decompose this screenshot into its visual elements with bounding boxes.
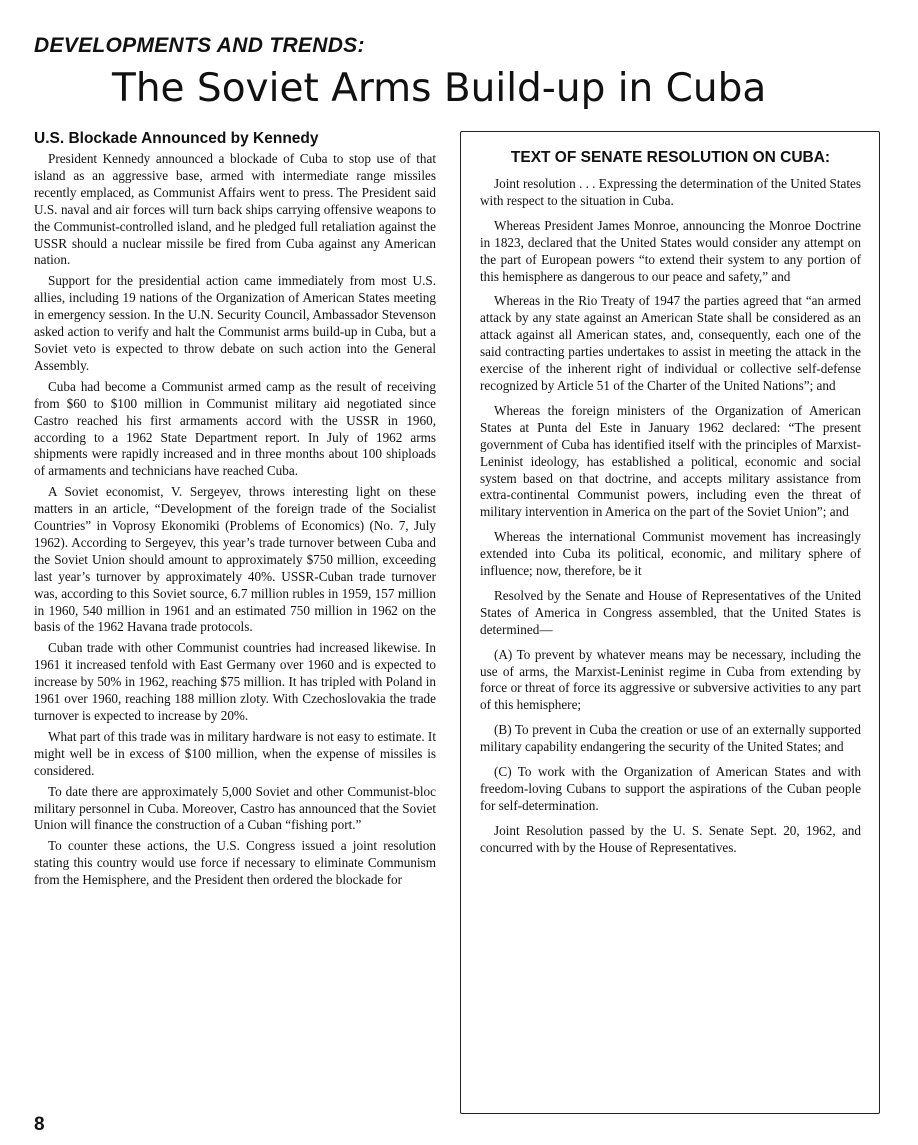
resolution-heading: TEXT OF SENATE RESOLUTION ON CUBA: — [510, 149, 831, 166]
page-title: The Soviet Arms Build-up in Cuba — [112, 66, 767, 111]
article-paragraph: Cuba had become a Communist armed camp as the result of receiving from $60 to $100 million in Communist military aid negotiated since Castro reached his first armaments accord with the USSR in 1960, according to a 1962 State Department report. In July of 1962 arms shipments were rapidly increased and in three months about 100 shiploads of armaments and technicians have reached Cuba. — [34, 378, 436, 479]
resolution-paragraph: Whereas the international Communist movement has increasingly extended into Cuba its political, economic, and military sphere of influence; now, therefore, be it — [480, 529, 861, 579]
article-paragraph: To date there are approximately 5,000 Soviet and other Communist-bloc military personnel in Cuba. Moreover, Castro has announced that the Soviet Union will finance the construction of a Cuban “fishing port.” — [34, 783, 436, 833]
article-column — [34, 130, 436, 893]
resolution-paragraph: (A) To prevent by whatever means may be necessary, including the use of arms, the Marxist-Leninist regime in Cuba from extending by force or threat of force its aggressive or subversive activities to any part of this hemisphere; — [480, 646, 861, 713]
page-number: 8 — [34, 1114, 45, 1135]
resolution-paragraph: Joint Resolution passed by the U. S. Senate Sept. 20, 1962, and concurred with by the House of Representatives. — [480, 822, 861, 855]
section-kicker: DEVELOPMENTS AND TRENDS: — [34, 34, 365, 57]
resolution-paragraph: (B) To prevent in Cuba the creation or use of an externally supported military capability endangering the security of the United States; and — [480, 722, 861, 755]
resolution-paragraph: Joint resolution . . . Expressing the determination of the United States with respect to the situation in Cuba. — [480, 176, 861, 208]
article-paragraph: To counter these actions, the U.S. Congress issued a joint resolution stating this country would use force if necessary to eliminate Communism from the Hemisphere, and the President then ordered the blockade for — [34, 838, 436, 888]
article-heading: U.S. Blockade Announced by Kennedy — [34, 130, 319, 147]
resolution-paragraph: Whereas President James Monroe, announcing the Monroe Doctrine in 1823, declared that the United States would consider any attempt on the part of European powers “to extend their system to any portion of this hemisphere as dangerous to our peace and safety,” and — [480, 217, 861, 284]
resolution-paragraph: Whereas in the Rio Treaty of 1947 the parties agreed that “an armed attack by any state against an American State shall be considered as an attack against all American states, and, consequently, each one of the said contracting parties undertakes to assist in meeting the attack in the exercise of the inherent right of individual or collective self-defense recognized by Article 51 of the Charter of the United Nations”; and — [480, 293, 861, 393]
article-paragraph: What part of this trade was in military hardware is not easy to estimate. It might well be in excess of $100 million, when the expense of missiles is considered. — [34, 728, 436, 778]
article-paragraph: President Kennedy announced a blockade of Cuba to stop use of that island as an aggressive base, armed with intermediate range missiles recently emplaced, as Communist Affairs went to press. The President said U.S. naval and air forces will turn back ships carrying offensive weapons to the Communist-controlled island, and he pledged full retaliation against the USSR should a nuclear missile be fired from Cuba against any American nation. — [34, 151, 436, 268]
article-paragraph: A Soviet economist, V. Sergeyev, throws interesting light on these matters in an article, “Development of the foreign trade of the Socialist Countries” in Voprosy Ekonomiki (Problems of Economics) (No. 7, July 1962). According to Sergeyev, this year’s trade turnover between Cuba and the Soviet Union should amount to approximately $750 million, exceeding last year’s turnover by approximately 40%. USSR-Cuban trade turnover was, according to this Soviet source, 6.7 million rubles in 1959, 157 million in 1960, 540 million in 1961 and an estimated 750 million in 1962 on the basis of the 1962 Havana trade protocols. — [34, 484, 436, 635]
resolution-paragraph: Whereas the foreign ministers of the Organization of American States at Punta del Este in January 1962 declared: “The present government of Cuba has identified itself with the principles of Marxist-Leninist ideology, has established a political, economic and social system based on that doctrine, and accepts military assistance from extra-continental Communist powers, including even the threat of military intervention in America on the part of the Soviet Union”; and — [480, 402, 861, 520]
article-paragraph: Cuban trade with other Communist countries had increased likewise. In 1961 it increased tenfold with East Germany over 1960 and is expected to increase by 50% in 1962, reaching $75 million. It has tripled with Poland in 1961 over 1960, reaching 188 million zloty. With Czechoslovakia the trade turnover is expected to increase by 20%. — [34, 640, 436, 723]
resolution-paragraph: Resolved by the Senate and House of Representatives of the United States of America in Congress assembled, that the United States is determined— — [480, 587, 861, 637]
resolution-paragraph: (C) To work with the Organization of American States and with freedom-loving Cubans to support the aspirations of the Cuban people for self-determination. — [480, 764, 861, 813]
article-paragraph: Support for the presidential action came immediately from most U.S. allies, including 19 nations of the Organization of American States meeting in emergency session. In the U.N. Security Council, Ambassador Stevenson asked action to verify and halt the Communist arms build-up in Cuba, but a Soviet veto is expected to throw debate on such action into the General Assembly. — [34, 273, 436, 373]
senate-resolution-box — [460, 131, 880, 1114]
